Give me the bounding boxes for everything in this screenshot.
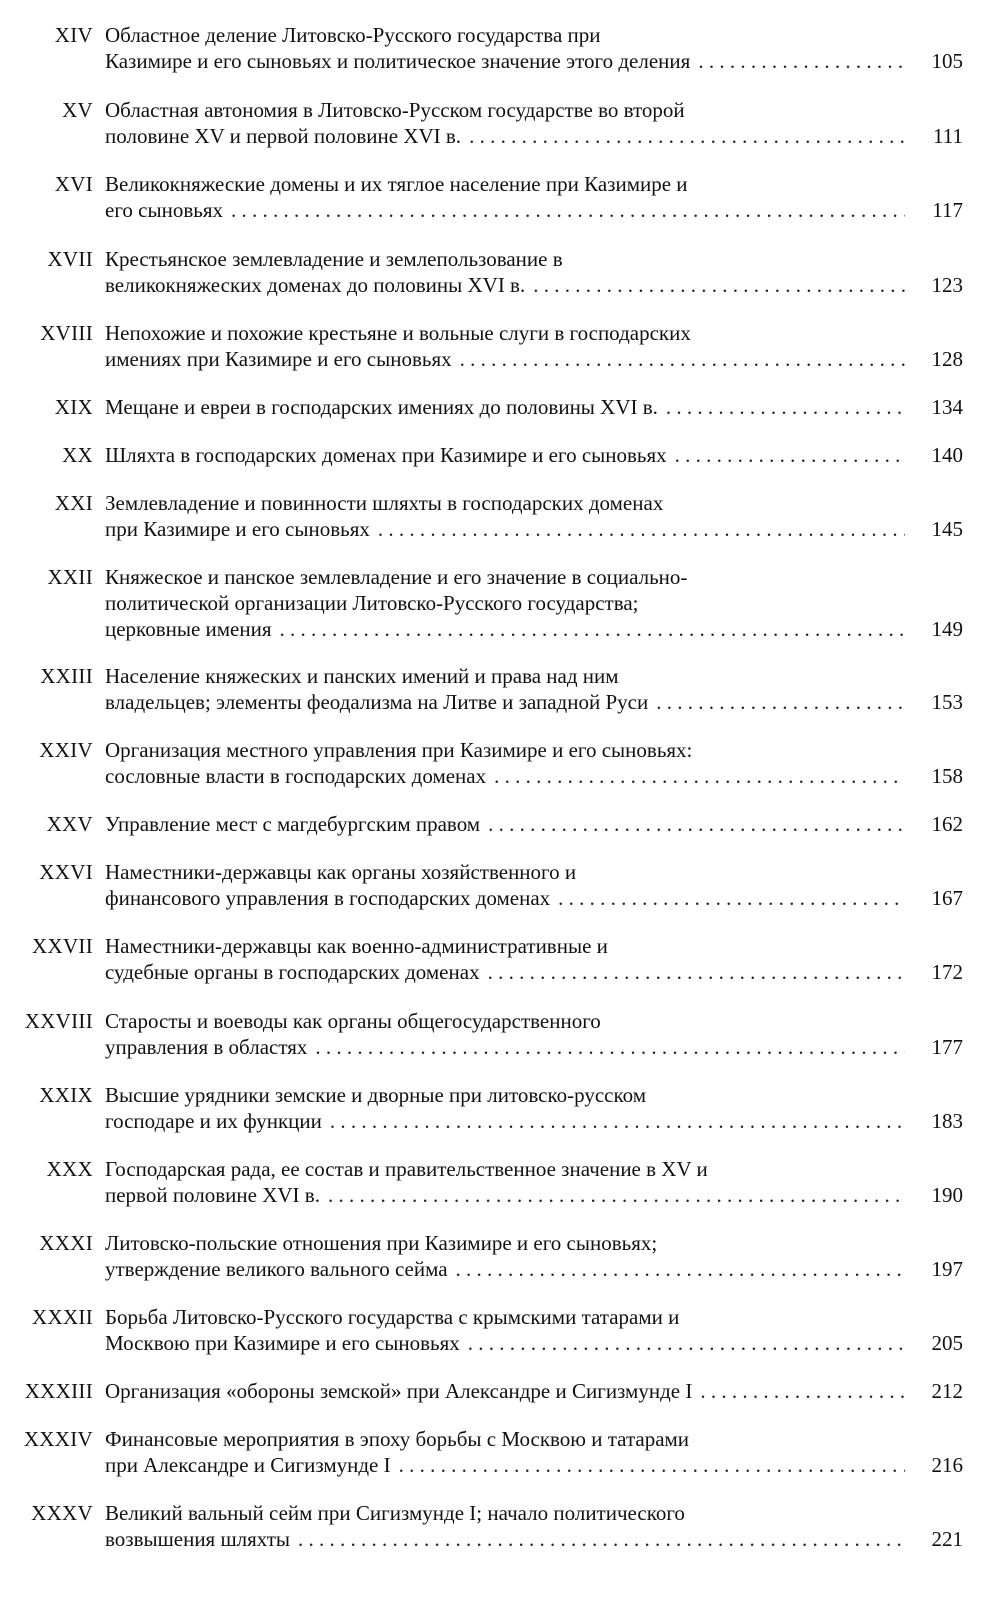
page-number: 212	[931, 1379, 963, 1403]
dot-leader	[656, 689, 905, 715]
page-number: 111	[933, 124, 963, 148]
chapter-title-line: Мещане и евреи в господарских имениях до половины XVI в.	[105, 395, 658, 419]
chapter-number: XXXI	[39, 1231, 93, 1255]
chapter-title-line: Финансовые мероприятия в эпоху борьбы с Москвою и татарами	[105, 1427, 690, 1451]
chapter-title	[105, 320, 905, 372]
dot-leader	[488, 959, 905, 985]
chapter-title-line: Казимире и его сыновьях и политическое значение этого деления	[105, 49, 691, 73]
dot-leader	[666, 394, 905, 420]
chapter-number: XIV	[54, 23, 93, 47]
chapter-title	[105, 1230, 905, 1282]
dot-leader	[488, 811, 905, 837]
chapter-title-line: Наместники-державцы как военно-административные и	[105, 934, 608, 958]
chapter-number: XXIV	[39, 738, 93, 762]
chapter-title-line: Господарская рада, ее состав и правительственное значение в XV и	[105, 1157, 708, 1181]
chapter-title-line: господаре и их функции	[105, 1109, 322, 1133]
chapter-title	[105, 1082, 905, 1134]
chapter-number: XXXII	[32, 1305, 93, 1329]
chapter-title-line: церковные имения	[105, 617, 272, 641]
dot-leader	[675, 442, 905, 468]
chapter-number: XXX	[46, 1157, 93, 1181]
chapter-title-line: великокняжеских доменах до половины XVI в.	[105, 273, 526, 297]
dot-leader	[700, 1378, 905, 1404]
dot-leader	[460, 346, 905, 372]
page-number: 145	[931, 517, 963, 541]
chapter-title-line: судебные органы в господарских доменах	[105, 960, 480, 984]
dot-leader	[231, 197, 905, 223]
chapter-title	[105, 564, 905, 642]
chapter-title-line: управления в областях	[105, 1035, 308, 1059]
chapter-title	[105, 859, 905, 911]
chapter-title-line: Княжеское и панское землевладение и его значение в социально-	[105, 565, 688, 589]
dot-leader	[328, 1182, 905, 1208]
chapter-number: XXII	[47, 565, 93, 589]
chapter-title-line: возвышения шляхты	[105, 1527, 291, 1551]
page-number: 162	[931, 812, 963, 836]
page-number: 177	[931, 1035, 963, 1059]
chapter-title-line: Управление мест с магдебургским правом	[105, 812, 481, 836]
chapter-title-line: Организация местного управления при Казимире и его сыновьях:	[105, 738, 693, 762]
page-number: 197	[931, 1257, 963, 1281]
page-number: 221	[931, 1527, 963, 1551]
chapter-title	[105, 1008, 905, 1060]
dot-leader	[330, 1108, 905, 1134]
chapter-title	[105, 442, 905, 468]
chapter-title	[105, 811, 905, 837]
chapter-number: XXIX	[39, 1083, 93, 1107]
chapter-title	[105, 737, 905, 789]
dot-leader	[533, 272, 905, 298]
chapter-title-line: политической организации Литовско-Русского государства;	[105, 591, 639, 615]
chapter-number: XXVIII	[24, 1009, 93, 1033]
dot-leader	[469, 123, 905, 149]
chapter-title	[105, 394, 905, 420]
dot-leader	[315, 1034, 905, 1060]
chapter-title-line: Великий вальный сейм при Сигизмунде I; начало политического	[105, 1501, 685, 1525]
chapter-number: XXI	[54, 491, 93, 515]
chapter-title	[105, 933, 905, 985]
chapter-title-line: половине XV и первой половине XVI в.	[105, 124, 462, 148]
chapter-title	[105, 1378, 905, 1404]
dot-leader	[558, 885, 905, 911]
page-number: 128	[931, 347, 963, 371]
page-number: 140	[931, 443, 963, 467]
page-number: 117	[932, 198, 963, 222]
chapter-title-line: Великокняжеские домены и их тяглое население при Казимире и	[105, 172, 688, 196]
dot-leader	[280, 616, 905, 642]
chapter-title	[105, 22, 905, 74]
chapter-number: XXVII	[32, 934, 93, 958]
chapter-title-line: владельцев; элементы феодализма на Литве и западной Руси	[105, 690, 649, 714]
chapter-number: XXXIII	[24, 1379, 93, 1403]
chapter-title	[105, 1500, 905, 1552]
page-number: 153	[931, 690, 963, 714]
chapter-title-line: Наместники-державцы как органы хозяйственного и	[105, 860, 577, 884]
chapter-number: XXIII	[40, 664, 93, 688]
chapter-title-line: финансового управления в господарских доменах	[105, 886, 551, 910]
chapter-title-line: Москвою при Казимире и его сыновьях	[105, 1331, 460, 1355]
dot-leader	[698, 48, 905, 74]
dot-leader	[399, 1452, 905, 1478]
chapter-title-line: Шляхта в господарских доменах при Казимире и его сыновьях	[105, 443, 667, 467]
chapter-number: XVI	[54, 172, 93, 196]
page-number: 105	[931, 49, 963, 73]
chapter-title	[105, 1304, 905, 1356]
chapter-title-line: утверждение великого вального сейма	[105, 1257, 448, 1281]
chapter-title-line: Высшие урядники земские и дворные при литовско-русском	[105, 1083, 647, 1107]
chapter-title	[105, 1156, 905, 1208]
chapter-title	[105, 663, 905, 715]
chapter-number: XV	[62, 98, 93, 122]
chapter-title-line: сословные власти в господарских доменах	[105, 764, 487, 788]
page-number: 183	[931, 1109, 963, 1133]
page-number: 158	[931, 764, 963, 788]
chapter-title-line: Областная автономия в Литовско-Русском государстве во второй	[105, 98, 685, 122]
chapter-title-line: первой половине XVI в.	[105, 1183, 320, 1207]
page-number: 172	[931, 960, 963, 984]
chapter-title	[105, 1426, 905, 1478]
chapter-title-line: Крестьянское землевладение и землепользование в	[105, 247, 563, 271]
dot-leader	[378, 516, 905, 542]
page-number: 149	[931, 617, 963, 641]
page-number: 134	[931, 395, 963, 419]
chapter-title	[105, 97, 905, 149]
dot-leader	[494, 763, 905, 789]
chapter-number: XXXIV	[23, 1427, 93, 1451]
chapter-number: XXXV	[31, 1501, 93, 1525]
dot-leader	[298, 1526, 905, 1552]
chapter-number: XVII	[47, 247, 93, 271]
dot-leader	[468, 1330, 905, 1356]
page-number: 167	[931, 886, 963, 910]
chapter-title	[105, 490, 905, 542]
chapter-title	[105, 171, 905, 223]
chapter-title-line: при Александре и Сигизмунде I	[105, 1453, 391, 1477]
chapter-number: XXV	[46, 812, 93, 836]
chapter-title-line: его сыновьях	[105, 198, 223, 222]
chapter-number: XXVI	[39, 860, 93, 884]
page-number: 205	[931, 1331, 963, 1355]
page-number: 190	[931, 1183, 963, 1207]
dot-leader	[456, 1256, 905, 1282]
chapter-title-line: Население княжеских и панских имений и права над ним	[105, 664, 619, 688]
chapter-title-line: Областное деление Литовско-Русского государства при	[105, 23, 601, 47]
chapter-title-line: Организация «обороны земской» при Александре и Сигизмунде I	[105, 1379, 693, 1403]
page-number: 123	[931, 273, 963, 297]
chapter-title	[105, 246, 905, 298]
chapter-title-line: Борьба Литовско-Русского государства с крымскими татарами и	[105, 1305, 680, 1329]
chapter-title-line: Старосты и воеводы как органы общегосударственного	[105, 1009, 601, 1033]
chapter-title-line: Литовско-польские отношения при Казимире и его сыновьях;	[105, 1231, 658, 1255]
chapter-title-line: Землевладение и повинности шляхты в господарских доменах	[105, 491, 664, 515]
chapter-number: XVIII	[40, 321, 93, 345]
chapter-number: XX	[62, 443, 93, 467]
page-number: 216	[931, 1453, 963, 1477]
chapter-title-line: при Казимире и его сыновьях	[105, 517, 370, 541]
chapter-title-line: имениях при Казимире и его сыновьях	[105, 347, 452, 371]
chapter-number: XIX	[54, 395, 93, 419]
chapter-title-line: Непохожие и похожие крестьяне и вольные слуги в господарских	[105, 321, 691, 345]
